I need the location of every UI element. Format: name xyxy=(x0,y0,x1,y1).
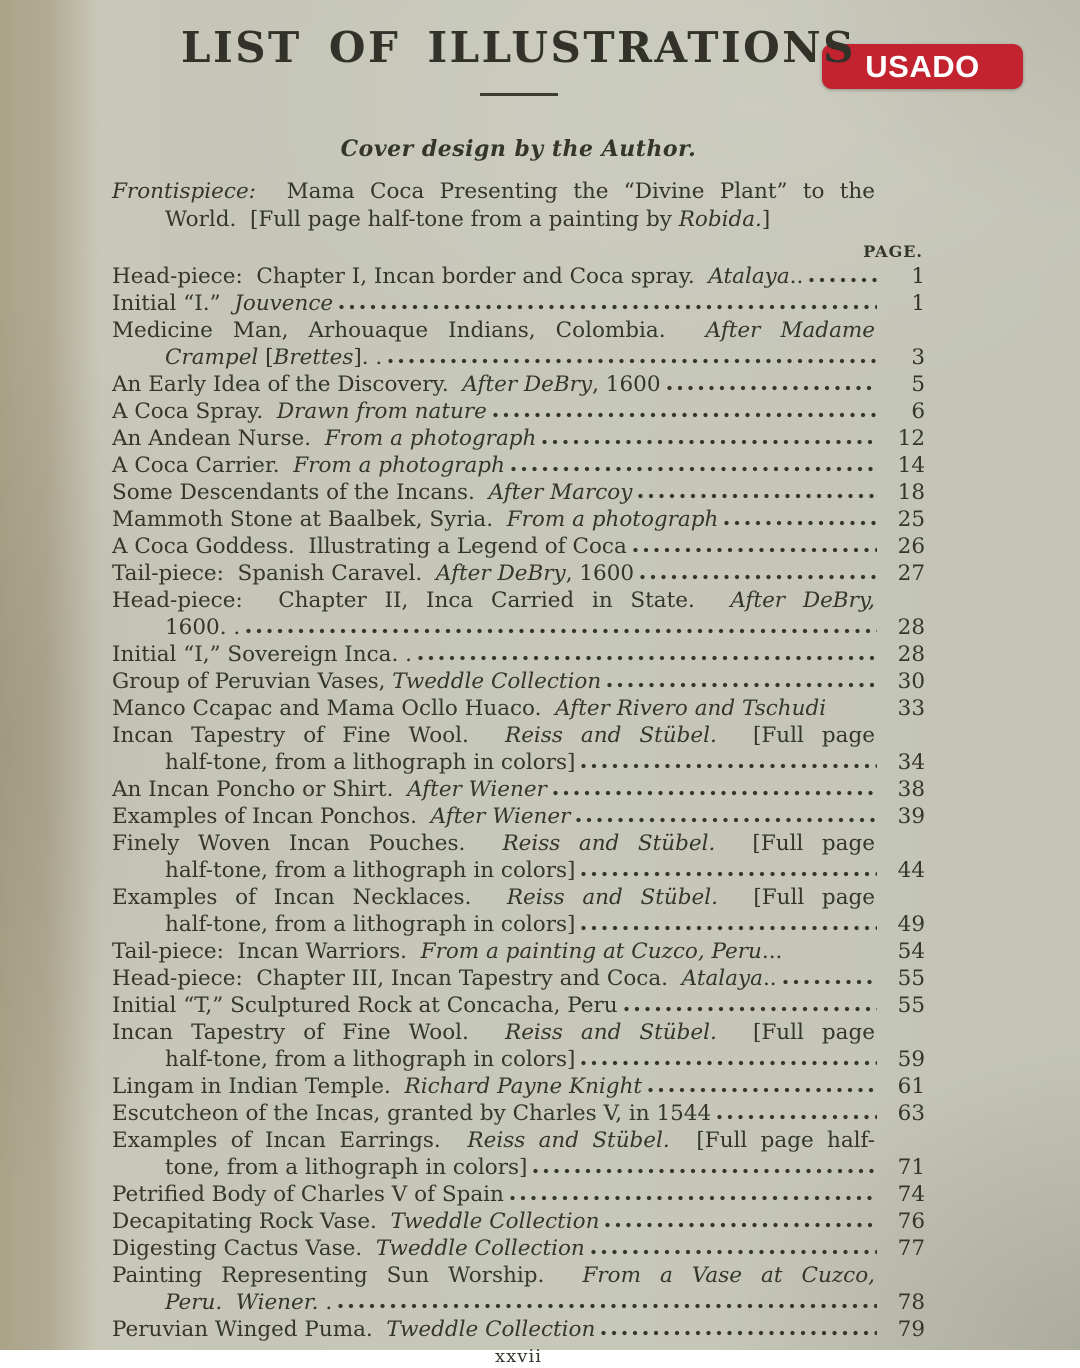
entry-text xyxy=(112,398,487,425)
italic-text: Robida. xyxy=(678,207,762,232)
roman-text: Head-piece: Chapter II, Inca Carried in State. xyxy=(112,588,731,613)
toc-entry xyxy=(112,830,925,884)
toc-entry xyxy=(112,1262,925,1316)
entry-line xyxy=(112,290,925,317)
entry-page-number: 38 xyxy=(897,777,925,802)
entry-line xyxy=(112,1127,925,1154)
roman-text: ]. . xyxy=(353,345,383,370)
toc-entry xyxy=(112,965,925,992)
entry-line xyxy=(112,776,925,803)
entry-text xyxy=(112,425,536,452)
leader-dots xyxy=(418,651,877,661)
italic-text: Tweddle Collection xyxy=(375,1236,585,1261)
roman-text: , 1600 xyxy=(565,561,635,586)
roman-text: Tail-piece: Spanish Caravel. xyxy=(112,561,436,586)
roman-text: Incan Tapestry of Fine Wool. xyxy=(112,723,505,748)
roman-text: Mammoth Stone at Baalbek, Syria. xyxy=(112,507,507,532)
roman-text: World. [Full page half-tone from a painting by xyxy=(165,207,679,232)
entry-line xyxy=(112,911,925,938)
roman-text: [Full page xyxy=(717,885,875,910)
leader-dots xyxy=(581,759,877,769)
leader-dots xyxy=(640,570,877,580)
roman-text: [Full page xyxy=(716,723,875,748)
roman-text: A Coca Spray. xyxy=(112,399,277,424)
entry-text xyxy=(112,479,632,506)
roman-text: Escutcheon of the Incas, granted by Charles V, in 1544 xyxy=(112,1101,712,1126)
entry-text xyxy=(112,452,505,479)
entry-line xyxy=(112,1316,925,1343)
page-folio: xxvii xyxy=(495,1346,542,1367)
toc-entry xyxy=(112,317,925,371)
italic-text: Tweddle Collection xyxy=(386,1317,596,1342)
roman-text: Examples of Incan Ponchos. xyxy=(112,804,431,829)
entry-page-number: 71 xyxy=(897,1155,925,1180)
roman-text: An Incan Poncho or Shirt. xyxy=(112,777,408,802)
italic-text: Atalaya xyxy=(708,264,790,289)
entry-line xyxy=(112,938,925,965)
roman-text: Finely Woven Incan Pouches. xyxy=(112,831,503,856)
roman-text: tone, from a lithograph in colors] xyxy=(165,1155,528,1180)
italic-text: After DeBry, xyxy=(730,588,875,613)
entry-page-number: 14 xyxy=(897,453,925,478)
entry-line xyxy=(112,452,925,479)
entry-line xyxy=(112,749,925,776)
entry-text xyxy=(112,1073,642,1100)
roman-text: ... xyxy=(761,939,783,964)
entry-line xyxy=(112,722,925,749)
entry-text xyxy=(165,344,382,371)
entry-page-number: 59 xyxy=(897,1047,925,1072)
italic-text: After DeBry xyxy=(435,561,566,586)
entry-text xyxy=(112,560,634,587)
entry-page-number: 33 xyxy=(897,696,925,721)
roman-text: Examples of Incan Earrings. xyxy=(112,1128,468,1153)
leader-dots xyxy=(605,1218,877,1228)
leader-dots xyxy=(591,1245,877,1255)
entry-line xyxy=(112,695,925,722)
entry-page-number: 28 xyxy=(897,642,925,667)
leader-dots xyxy=(648,1083,877,1093)
entry-line xyxy=(112,1235,925,1262)
entry-line xyxy=(112,533,925,560)
toc-entry xyxy=(112,1316,925,1343)
entry-line xyxy=(112,965,925,992)
entry-text xyxy=(112,506,718,533)
entry-text xyxy=(165,749,575,776)
roman-text: Initial “T,” Sculptured Rock at Concacha, Peru xyxy=(112,993,618,1018)
toc-entry xyxy=(112,1208,925,1235)
leader-dots xyxy=(339,300,877,310)
entry-line xyxy=(112,371,925,398)
leader-dots xyxy=(633,543,877,553)
entry-line xyxy=(112,992,925,1019)
entry-text xyxy=(165,911,575,938)
entry-page-number: 39 xyxy=(897,804,925,829)
roman-text: Peruvian Winged Puma. xyxy=(112,1317,387,1342)
entry-text xyxy=(112,965,777,992)
entry-text xyxy=(112,776,547,803)
entry-page-number: 55 xyxy=(897,966,925,991)
roman-text: [Full page xyxy=(716,1020,875,1045)
entry-page-number: 27 xyxy=(897,561,925,586)
italic-text: Reiss and Stübel. xyxy=(505,1020,717,1045)
entry-line xyxy=(112,1073,925,1100)
roman-text: An Early Idea of the Discovery. xyxy=(112,372,463,397)
entry-text xyxy=(112,641,412,668)
entry-line xyxy=(112,614,925,641)
roman-text: Initial “I.” xyxy=(112,291,235,316)
roman-text: Digesting Cactus Vase. xyxy=(112,1236,376,1261)
roman-text: Incan Tapestry of Fine Wool. xyxy=(112,1020,505,1045)
roman-text: Mama Coca Presenting the “Divine Plant” to the xyxy=(255,179,875,204)
entry-page-number: 25 xyxy=(897,507,925,532)
roman-text: [Full page xyxy=(715,831,875,856)
entry-text xyxy=(112,938,782,965)
used-badge: USADO xyxy=(822,44,1023,89)
toc-entry xyxy=(112,992,925,1019)
entry-line xyxy=(112,884,925,911)
entry-text xyxy=(165,1289,332,1316)
toc-entry xyxy=(112,371,925,398)
entry-text xyxy=(165,857,575,884)
entry-line xyxy=(112,263,925,290)
entry-line xyxy=(112,479,925,506)
entry-line xyxy=(112,1019,925,1046)
entry-text xyxy=(112,992,618,1019)
italic-text: From a photograph xyxy=(293,453,505,478)
entry-page-number: 74 xyxy=(897,1182,925,1207)
entry-line xyxy=(112,1289,925,1316)
roman-text: half-tone, from a lithograph in colors] xyxy=(165,750,576,775)
entry-text xyxy=(112,1235,585,1262)
entry-page-number: 77 xyxy=(897,1236,925,1261)
roman-text: Head-piece: Chapter III, Incan Tapestry and Coca. xyxy=(112,966,682,991)
toc-entry xyxy=(112,587,925,641)
toc-entry xyxy=(112,263,925,290)
entry-page-number: 28 xyxy=(897,615,925,640)
entry-text xyxy=(112,803,570,830)
roman-text: Head-piece: Chapter I, Incan border and Coca spray. xyxy=(112,264,709,289)
roman-text: A Coca Carrier. xyxy=(112,453,294,478)
roman-text: Some Descendants of the Incans. xyxy=(112,480,489,505)
entry-text xyxy=(112,1100,711,1127)
italic-text: From a painting at Cuzco, Peru xyxy=(420,939,762,964)
leader-dots xyxy=(638,489,877,499)
italic-text: Reiss and Stübel. xyxy=(505,723,717,748)
entry-page-number: 79 xyxy=(897,1317,925,1342)
entry-line xyxy=(112,506,925,533)
italic-text: From a photograph xyxy=(324,426,537,451)
entry-line xyxy=(112,206,925,234)
entry-text xyxy=(112,695,826,722)
italic-text: After Rivero and Tschudi xyxy=(555,696,827,721)
leader-dots xyxy=(493,408,877,418)
entry-text xyxy=(112,263,803,290)
italic-text: Peru. Wiener. . xyxy=(165,1290,333,1315)
italic-text: After Wiener xyxy=(407,777,547,802)
italic-text: From a Vase at Cuzco, xyxy=(582,1263,875,1288)
entry-line xyxy=(112,803,925,830)
roman-text: half-tone, from a lithograph in colors] xyxy=(165,858,576,883)
toc-entry xyxy=(112,506,925,533)
italic-text: Atalaya xyxy=(681,966,763,991)
entry-line xyxy=(112,1154,925,1181)
leader-dots xyxy=(388,354,877,364)
entry-text xyxy=(112,371,661,398)
italic-text: Tweddle Collection xyxy=(392,669,602,694)
roman-text: half-tone, from a lithograph in colors] xyxy=(165,1047,576,1072)
roman-text: An Andean Nurse. xyxy=(112,426,325,451)
entry-line xyxy=(112,398,925,425)
frontispiece-entry xyxy=(112,178,925,234)
italic-text: From a photograph xyxy=(506,507,719,532)
toc-entry xyxy=(112,1100,925,1127)
roman-text: A Coca Goddess. Illustrating a Legend of Coca xyxy=(112,534,627,559)
entry-line xyxy=(112,560,925,587)
leader-dots xyxy=(338,1299,877,1309)
entry-line xyxy=(112,344,925,371)
italic-text: Drawn from nature xyxy=(276,399,487,424)
entry-page-number: 55 xyxy=(897,993,925,1018)
italic-text: Frontispiece: xyxy=(112,179,256,204)
toc-entry xyxy=(112,1235,925,1262)
leader-dots xyxy=(667,381,877,391)
entry-text xyxy=(112,533,627,560)
toc-entry xyxy=(112,803,925,830)
leader-dots xyxy=(581,921,877,931)
toc-entry xyxy=(112,1127,925,1181)
entry-line xyxy=(112,830,925,857)
entry-text xyxy=(165,1046,575,1073)
entry-page-number: 76 xyxy=(897,1209,925,1234)
entry-line xyxy=(112,1208,925,1235)
roman-text: .. xyxy=(762,966,777,991)
roman-text: Petrified Body of Charles V of Spain xyxy=(112,1182,504,1207)
italic-text: Jouvence xyxy=(234,291,334,316)
leader-dots xyxy=(510,1191,877,1201)
toc-entry xyxy=(112,290,925,317)
entry-page-number: 49 xyxy=(897,912,925,937)
leader-dots xyxy=(542,435,877,445)
toc-entry xyxy=(112,1073,925,1100)
italic-text: Reiss and Stübel. xyxy=(467,1128,670,1153)
toc-entry xyxy=(112,479,925,506)
roman-text: ] xyxy=(761,207,771,232)
entry-page-number: 18 xyxy=(897,480,925,505)
entry-page-number: 3 xyxy=(911,345,925,370)
leader-dots xyxy=(783,975,877,985)
leader-dots xyxy=(624,1002,877,1012)
entry-line xyxy=(112,178,925,206)
entry-text xyxy=(165,206,770,234)
title-rule xyxy=(480,93,558,96)
entry-line xyxy=(112,1262,925,1289)
roman-text: Painting Representing Sun Worship. xyxy=(112,1263,583,1288)
italic-text: Brettes xyxy=(273,345,354,370)
toc-entry xyxy=(112,452,925,479)
roman-text: Tail-piece: Incan Warriors. xyxy=(112,939,421,964)
leader-dots xyxy=(809,273,877,283)
entry-text xyxy=(165,614,240,641)
roman-text: , 1600 xyxy=(592,372,661,397)
leader-dots xyxy=(576,813,877,823)
italic-text: Reiss and Stübel. xyxy=(502,831,716,856)
entry-page-number: 44 xyxy=(897,858,925,883)
leader-dots xyxy=(581,1056,877,1066)
toc-entry xyxy=(112,533,925,560)
page-column-label: PAGE. xyxy=(863,242,923,261)
page-title: LIST OF ILLUSTRATIONS xyxy=(181,23,856,72)
toc-entry xyxy=(112,695,925,722)
toc-entry xyxy=(112,641,925,668)
entry-page-number: 1 xyxy=(911,291,925,316)
leader-dots xyxy=(601,1326,877,1336)
entry-page-number: 1 xyxy=(911,264,925,289)
illustrations-list xyxy=(112,263,925,1343)
toc-entry xyxy=(112,668,925,695)
entry-page-number: 12 xyxy=(897,426,925,451)
entry-page-number: 78 xyxy=(897,1290,925,1315)
toc-entry xyxy=(112,938,925,965)
roman-text: Manco Ccapac and Mama Ocllo Huaco. xyxy=(112,696,556,721)
toc-entry xyxy=(112,398,925,425)
leader-dots xyxy=(553,786,877,796)
cover-design-note: Cover design by the Author. xyxy=(340,136,697,162)
roman-text: Medicine Man, Arhouaque Indians, Colombia. xyxy=(112,318,706,343)
entry-line xyxy=(112,1046,925,1073)
italic-text: Crampel xyxy=(165,345,259,370)
entry-line xyxy=(112,668,925,695)
entry-line xyxy=(112,425,925,452)
entry-page-number: 30 xyxy=(897,669,925,694)
roman-text: half-tone, from a lithograph in colors] xyxy=(165,912,576,937)
entry-line xyxy=(112,1100,925,1127)
entry-text xyxy=(112,1181,504,1208)
roman-text: [ xyxy=(258,345,274,370)
italic-text: After Marcoy xyxy=(488,480,633,505)
toc-entry xyxy=(112,776,925,803)
italic-text: After Wiener xyxy=(430,804,571,829)
italic-text: After Madame xyxy=(705,318,875,343)
italic-text: Tweddle Collection xyxy=(390,1209,600,1234)
entry-line xyxy=(112,317,925,344)
leader-dots xyxy=(717,1110,877,1120)
italic-text: Richard Payne Knight xyxy=(404,1074,643,1099)
frontispiece-lines xyxy=(112,178,925,234)
page-content xyxy=(112,0,925,1368)
leader-dots xyxy=(246,624,877,634)
entry-line xyxy=(112,587,925,614)
entry-text xyxy=(112,668,601,695)
leader-dots xyxy=(724,516,877,526)
leader-dots xyxy=(511,462,877,472)
entry-page-number: 63 xyxy=(897,1101,925,1126)
entry-line xyxy=(112,641,925,668)
toc-entry xyxy=(112,560,925,587)
roman-text: Group of Peruvian Vases, xyxy=(112,669,393,694)
italic-text: Reiss and Stübel. xyxy=(506,885,718,910)
leader-dots xyxy=(607,678,877,688)
entry-page-number: 26 xyxy=(897,534,925,559)
entry-page-number: 5 xyxy=(911,372,925,397)
entry-text xyxy=(112,1208,599,1235)
leader-dots xyxy=(581,867,877,877)
leader-dots xyxy=(533,1164,877,1174)
entry-line xyxy=(112,1181,925,1208)
roman-text: Lingam in Indian Temple. xyxy=(112,1074,405,1099)
entry-page-number: 34 xyxy=(897,750,925,775)
roman-text: 1600. . xyxy=(165,615,241,640)
toc-entry xyxy=(112,884,925,938)
italic-text: After DeBry xyxy=(462,372,593,397)
entry-text xyxy=(112,1316,595,1343)
toc-entry xyxy=(112,1019,925,1073)
toc-entry xyxy=(112,1181,925,1208)
entry-page-number: 61 xyxy=(897,1074,925,1099)
entry-line xyxy=(112,857,925,884)
roman-text: Decapitating Rock Vase. xyxy=(112,1209,391,1234)
toc-entry xyxy=(112,722,925,776)
roman-text: [Full page half- xyxy=(669,1128,875,1153)
roman-text: .. xyxy=(789,264,804,289)
roman-text: Examples of Incan Necklaces. xyxy=(112,885,507,910)
entry-page-number: 6 xyxy=(911,399,925,424)
entry-page-number: 54 xyxy=(897,939,925,964)
roman-text: Initial “I,” Sovereign Inca. . xyxy=(112,642,412,667)
entry-text xyxy=(165,1154,527,1181)
toc-entry xyxy=(112,425,925,452)
entry-text xyxy=(112,290,333,317)
